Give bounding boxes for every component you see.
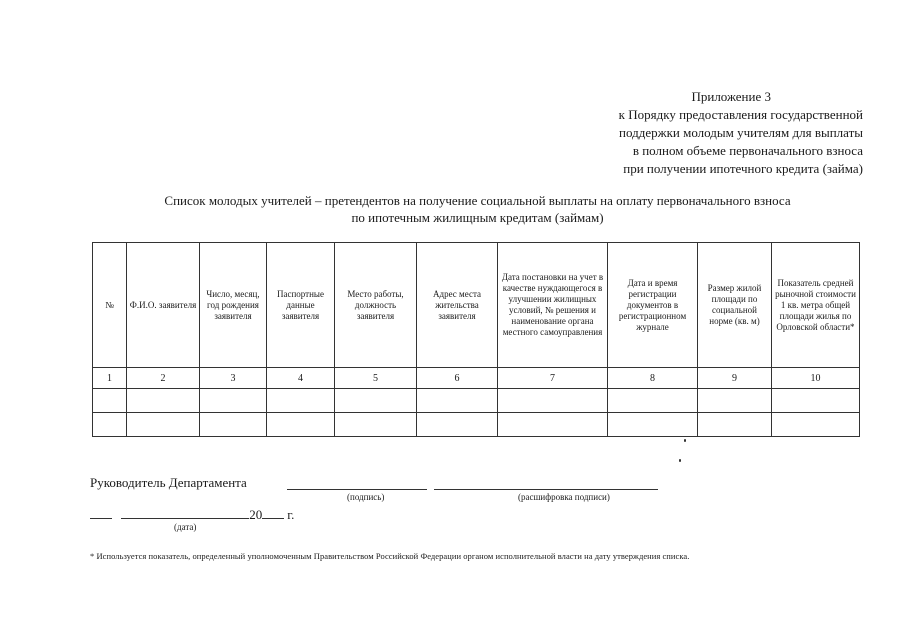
appendix-number: Приложение 3 (691, 89, 771, 104)
header-workplace: Место работы, должность заявителя (335, 243, 417, 368)
signature-decode-line (434, 489, 658, 490)
table-row (93, 413, 860, 437)
empty-cell (127, 413, 200, 437)
appendix-header (543, 88, 863, 178)
empty-cell (608, 389, 698, 413)
empty-cell (698, 389, 772, 413)
table-row (93, 389, 860, 413)
header-living-area: Размер жилой площади по социальной норме (кв. м) (698, 243, 772, 368)
column-number: 4 (267, 368, 335, 389)
header-birth-date: Число, месяц, год рождения заявителя (200, 243, 267, 368)
empty-cell (200, 389, 267, 413)
year-suffix: г. (287, 507, 295, 522)
scan-speck (679, 459, 681, 462)
date-line (90, 506, 294, 523)
header-passport: Паспортные данные заявителя (267, 243, 335, 368)
appendix-line-5: при получении ипотечного кредита (займа) (623, 161, 863, 176)
day-blank (90, 506, 112, 519)
header-full-name: Ф.И.О. заявителя (127, 243, 200, 368)
empty-cell (335, 413, 417, 437)
empty-cell (498, 413, 608, 437)
header-registration-date: Дата постановки на учет в качестве нуждающегося в улучшении жилищных условий, № решения и наименование органа местного самоуправления (498, 243, 608, 368)
empty-cell (417, 413, 498, 437)
column-number: 6 (417, 368, 498, 389)
header-avg-price: Показатель средней рыночной стоимости 1 кв. метра общей площади жилья по Орловской области* (772, 243, 860, 368)
header-number: № (93, 243, 127, 368)
year-prefix: 20 (249, 507, 263, 522)
applicants-table (92, 242, 860, 437)
empty-cell (93, 389, 127, 413)
column-number: 2 (127, 368, 200, 389)
empty-cell (772, 413, 860, 437)
title-line-1: Список молодых учителей – претендентов на получение социальной выплаты на оплату первоначального взноса (164, 193, 791, 208)
appendix-line-4: в полном объеме первоначального взноса (632, 143, 863, 158)
column-number: 10 (772, 368, 860, 389)
column-number: 5 (335, 368, 417, 389)
header-address: Адрес места жительства заявителя (417, 243, 498, 368)
appendix-line-3: поддержки молодым учителям для выплаты (619, 125, 863, 140)
title-line-2: по ипотечным жилищным кредитам (займам) (351, 210, 604, 225)
empty-cell (417, 389, 498, 413)
empty-cell (698, 413, 772, 437)
column-number: 3 (200, 368, 267, 389)
column-number: 7 (498, 368, 608, 389)
empty-cell (267, 389, 335, 413)
date-caption: (дата) (174, 522, 197, 532)
appendix-line-2: к Порядку предоставления государственной (618, 107, 863, 122)
decode-caption: (расшифровка подписи) (518, 492, 610, 502)
empty-cell (772, 389, 860, 413)
empty-cell (200, 413, 267, 437)
empty-cell (93, 413, 127, 437)
column-number: 1 (93, 368, 127, 389)
signature-caption: (подпись) (347, 492, 385, 502)
empty-cell (498, 389, 608, 413)
column-number: 8 (608, 368, 698, 389)
empty-cell (335, 389, 417, 413)
table-header-row (93, 243, 860, 368)
header-journal-date: Дата и время регистрации документов в регистрационном журнале (608, 243, 698, 368)
month-blank (121, 506, 249, 519)
signature-line (287, 489, 427, 490)
column-number: 9 (698, 368, 772, 389)
scan-speck (684, 439, 686, 442)
empty-cell (127, 389, 200, 413)
document-title (90, 192, 865, 226)
column-number-row (93, 368, 860, 389)
footnote: * Используется показатель, определенный уполномоченным Правительством Российской Федерации органом исполнительной власти на дату утверждения списка. (90, 551, 690, 561)
year-blank (262, 506, 284, 519)
signature-label: Руководитель Департамента (90, 475, 247, 490)
empty-cell (608, 413, 698, 437)
empty-cell (267, 413, 335, 437)
